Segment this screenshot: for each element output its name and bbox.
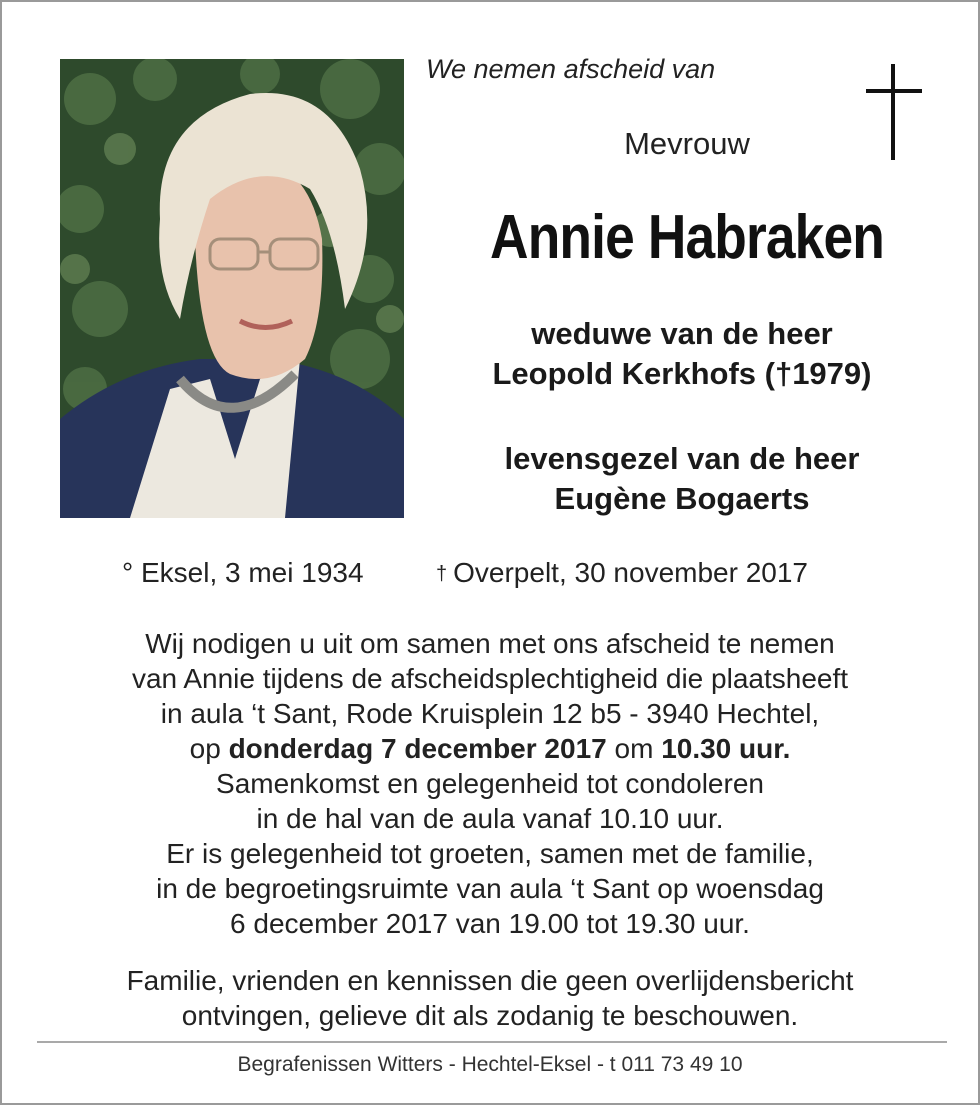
invitation-line: in aula ‘t Sant, Rode Kruisplein 12 b5 - 3940 Hechtel, xyxy=(160,698,820,729)
relation-line: weduwe van de heer xyxy=(531,316,833,351)
funeral-home-footer: Begrafenissen Witters - Hechtel-Eksel - t 011 73 49 10 xyxy=(237,1053,743,1076)
ceremony-date: donderdag 7 december 2017 xyxy=(228,733,607,764)
divider xyxy=(37,1041,947,1043)
death-date-group xyxy=(436,557,808,589)
deceased-name: Annie Habraken xyxy=(490,203,884,272)
birth-date: ° Eksel, 3 mei 1934 xyxy=(122,557,364,588)
invitation-line: Er is gelegenheid tot groeten, samen met de familie, xyxy=(166,838,814,869)
invitation-text xyxy=(2,626,978,1033)
invitation-line: in de hal van de aula vanaf 10.10 uur. xyxy=(256,803,724,834)
line-mid: om xyxy=(614,733,654,764)
relation-name: Leopold Kerkhofs (†1979) xyxy=(492,356,872,391)
portrait-photo xyxy=(60,59,404,518)
invitation-line: Wij nodigen u uit om samen met ons afscheid te nemen xyxy=(145,628,835,659)
honorific: Mevrouw xyxy=(624,126,750,161)
intro-text: We nemen afscheid van xyxy=(426,54,716,84)
invitation-line: van Annie tijdens de afscheidsplechtigheid die plaatsheeft xyxy=(131,663,849,694)
line-prefix: op xyxy=(189,733,221,764)
invitation-line: 6 december 2017 van 19.00 tot 19.30 uur. xyxy=(230,908,750,939)
dagger-icon: † xyxy=(436,563,448,585)
partner-relation xyxy=(412,439,952,519)
invitation-line: Samenkomst en gelegenheid tot condoleren xyxy=(216,768,764,799)
invitation-line: in de begroetingsruimte van aula ‘t Sant op woensdag xyxy=(156,873,824,904)
invitation-line xyxy=(2,731,978,766)
spouse-relation xyxy=(412,314,952,394)
death-date: Overpelt, 30 november 2017 xyxy=(453,557,809,588)
notice-line: Familie, vrienden en kennissen die geen overlijdensbericht xyxy=(126,965,854,996)
ceremony-time: 10.30 uur. xyxy=(661,733,791,764)
relation-line: levensgezel van de heer xyxy=(504,441,860,476)
relation-name: Eugène Bogaerts xyxy=(554,481,810,516)
notice-line: ontvingen, gelieve dit als zodanig te beschouwen. xyxy=(181,1000,799,1031)
